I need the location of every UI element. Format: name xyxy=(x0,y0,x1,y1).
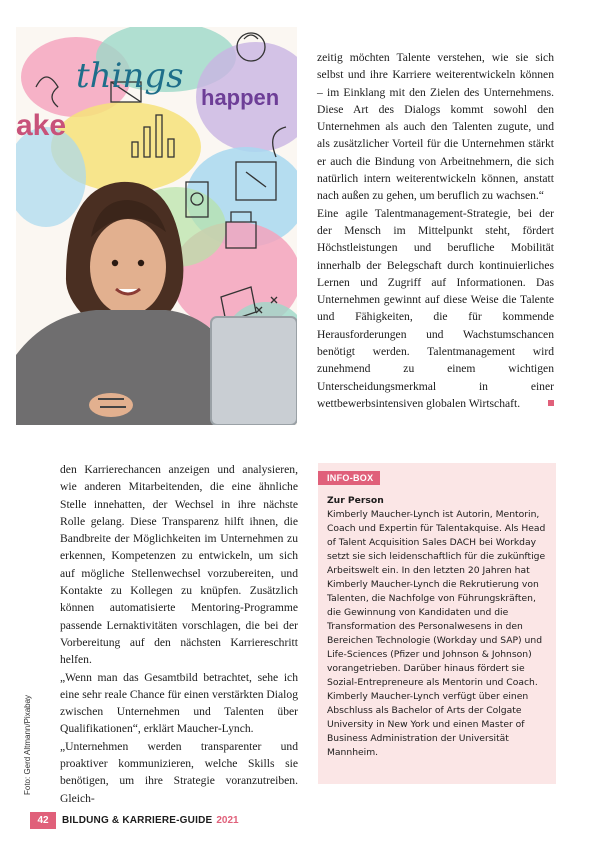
photo-credit: Foto: Gerd Altmann/Pixabay xyxy=(23,694,32,795)
article-paragraph: Eine agile Talentmanagement-Strategie, bei der der Mensch im Mittelpunkt steht, fördert Höchstleistungen und berufliche Mobilität innerhalb der Belegschaft durch kontinuierliches Lernen und Zugriff auf Informationen. Das Unternehmen gewinnt auf diese Weise die Talente und Fähigkeiten, die für kommende Herausforderungen und Wachstumschancen benötigt werden. Talentmanagement wird zunehmend zu einem wichtigen Unterscheidungsmerkmal in einer wettbewerbsintensiven globalen Wirtschaft. xyxy=(317,206,554,410)
overlay-word-things: things xyxy=(76,56,184,96)
page-number: 42 xyxy=(30,812,56,829)
info-box-tag: INFO-BOX xyxy=(318,471,380,485)
page-footer xyxy=(30,812,239,829)
overlay-word-ake: ake xyxy=(16,109,67,142)
info-box xyxy=(318,463,556,784)
info-box-text: Kimberly Maucher-Lynch ist Autorin, Mentorin, Coach und Expertin für Talentakquise. Als Head of Talent Acquisition Sales DACH bei Workday setzt sie sich leidenschaftlich für die zukünftige Arbeitswelt ein. In den letzten 20 Jahren hat Kimberly Maucher-Lynch die Rekrutierung von Talenten, die Nachfolge von Führungskräften, die Gewinnung von Kandidaten und die Transformation des Personalwesens in den Bereichen Technologie (Workday und SAP) und Life-Sciences (Pfizer und Johnson & Johnson) vorangetrieben. Darüber hinaus fördert sie Sozial-Entrepreneure als Mentorin und Coach. Kimberly Maucher-Lynch verfügt über einen Abschluss als Bachelor of Arts der Colgate University in New York und einen Master of Business Administration der Universität Mannheim. xyxy=(327,509,546,758)
article-left-column xyxy=(60,461,298,807)
article-paragraph: den Karrierechancen anzeigen und analysieren, wie anderen Mitarbeitenden, die eine ähnliche Stelle innehatten, der Wechsel in ihre nächste Rolle gelang. Diese Transparenz hilft ihnen, die Bandbreite der Möglichkeiten im Unternehmen zu erkennen, Kompetenzen zu entwickeln, um sich auf mögliche Stellenwechsel vorzubereiten, und Kontakte zu Kollegen zu knüpfen. Zusätzlich können automatisierte Mentoring-Programme passende Lernaktivitäten vorschlagen, die bei der Vorbereitung auf den nächsten Karriereschritt helfen. xyxy=(60,463,298,667)
info-box-body xyxy=(327,494,551,760)
info-box-title: Zur Person xyxy=(327,495,384,506)
photo-illustration xyxy=(16,27,297,425)
article-photo xyxy=(16,27,297,425)
article-right-column xyxy=(317,49,554,412)
article-paragraph: zeitig möchten Talente verstehen, wie sie sich selbst und ihre Karriere weiterentwickeln können – im Einklang mit den Zielen des Unternehmens. Diese Art des Dialogs kommt sowohl den Unternehmen als auch den Talenten zugute, und als zusätzlicher Vorteil für die Unternehmen stärkt er auch die Bindung von Arbeitnehmern, die sich natürlich intern weiterentwickeln können, anstatt nach außen zu gehen, um beruflich zu wachsen.“ xyxy=(317,51,554,203)
end-mark-icon xyxy=(548,400,554,406)
publication-title: BILDUNG & KARRIERE-GUIDE xyxy=(62,815,213,826)
article-paragraph: „Wenn man das Gesamtbild betrachtet, sehe ich eine sehr reale Chance für einen verstärkten Dialog zwischen Unternehmen und Talenten über Qualifikationen“, erklärt Maucher-Lynch. xyxy=(60,670,298,736)
overlay-word-happen: happen xyxy=(201,85,280,110)
article-paragraph: „Unternehmen werden transparenter und proaktiver kommunizieren, welche Skills sie benötigen, um ihre Strategie voranzutreiben. Gleich- xyxy=(60,739,298,805)
publication-year: 2021 xyxy=(216,815,239,826)
